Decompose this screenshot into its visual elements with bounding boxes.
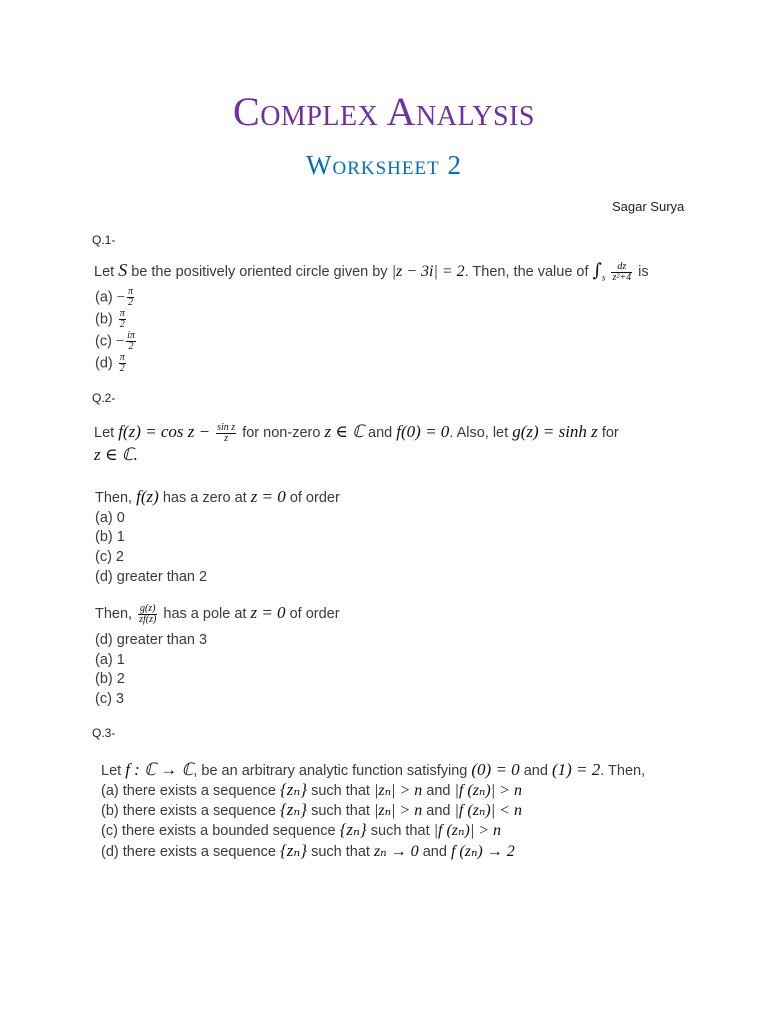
q1-circle-condition: |z − 3i| = 2 [391, 263, 465, 280]
fraction-num: sin z [217, 421, 236, 433]
option-text: (a) there exists a sequence [101, 783, 276, 799]
q2-stem-text-3: and [368, 425, 393, 441]
option-text: such that [311, 844, 370, 860]
part-z0: z = 0 [250, 603, 286, 622]
q3-stem-text-1: Let [101, 763, 122, 779]
question-1-stem [94, 260, 649, 283]
q2b-option: (d) greater than 3 [95, 632, 208, 648]
q2b-option: (c) 3 [95, 691, 124, 707]
q3-f-map: f : ℂ → ℂ [125, 760, 194, 779]
q2a-option: (a) 0 [95, 510, 125, 526]
q1-option-b [95, 309, 128, 330]
option-tag: (b) [95, 311, 113, 328]
option-fraction [126, 331, 136, 352]
part-tail: of order [289, 606, 340, 622]
q3-option-d [101, 841, 515, 861]
q2-stem-text-1: Let [94, 425, 115, 441]
option-text: and [422, 844, 447, 860]
q3-stem-text-2: , be an arbitrary analytic function satisfying [193, 763, 468, 779]
q2-stem-text-2: for non-zero [242, 425, 321, 441]
q3-condition-1: (0) = 0 [471, 760, 520, 779]
q1-stem-text-4: is [638, 264, 649, 280]
question-3-label: Q.3- [92, 726, 116, 740]
option-math: |f (zₙ)| > n [433, 822, 502, 839]
option-math: |f (zₙ)| < n [454, 802, 522, 819]
fraction-den: 2 [119, 363, 125, 374]
q2-part-a-stem [95, 487, 340, 507]
option-math: |zₙ| > n [373, 782, 423, 799]
fraction-num: iπ [127, 330, 135, 341]
part-mid: has a zero at [162, 490, 247, 506]
option-fraction [127, 287, 134, 308]
q2a-option: (b) 1 [95, 529, 125, 545]
q3-option-a [101, 780, 522, 800]
q2-f-definition: f(z) = cos z − [118, 422, 211, 441]
option-text: (c) there exists a bounded sequence [101, 823, 336, 839]
q2b-option: (a) 1 [95, 652, 125, 668]
q1-integrand [611, 262, 632, 283]
q3-option-b [101, 800, 522, 820]
fraction-num: π [127, 286, 133, 297]
q2-stem-text-4: . Also, let [449, 425, 509, 441]
part-lead: Then, [95, 606, 133, 622]
q1-integrand-num: dz [611, 262, 632, 273]
option-math: {zₙ} [339, 820, 367, 839]
q1-set-s: S [118, 260, 128, 280]
question-2-stem [94, 422, 619, 444]
option-math: f (zₙ) → 2 [450, 843, 515, 860]
fraction-num: g(z) [139, 602, 156, 614]
option-tag: (d) [95, 355, 113, 372]
option-math: {zₙ} [279, 800, 308, 819]
fraction-den: z [224, 432, 229, 444]
fraction-den: 2 [119, 319, 125, 330]
question-3-stem [101, 760, 645, 780]
q2b-option: (b) 2 [95, 671, 125, 687]
fraction-num: π [119, 352, 125, 363]
option-text: (b) there exists a sequence [101, 803, 276, 819]
q2-sinz-over-z [216, 423, 236, 444]
q2a-option: (c) 2 [95, 549, 124, 565]
q2-g-definition: g(z) = sinh z [512, 422, 598, 441]
q3-stem-text-3: and [523, 763, 548, 779]
q1-option-c [95, 331, 138, 352]
part-mid: has a pole at [163, 606, 247, 622]
fraction-den: 2 [128, 341, 134, 352]
option-text: such that [311, 783, 370, 799]
q3-stem-text-4: . Then, [600, 763, 646, 779]
option-math: {zₙ} [279, 780, 308, 799]
part-tail: of order [289, 490, 340, 506]
q1-stem-text-1: Let [94, 264, 115, 280]
q2-stem-line-2 [94, 445, 138, 465]
author-name: Sagar Surya [612, 199, 685, 214]
part-lead: Then, [95, 490, 133, 506]
q1-option-d [95, 353, 128, 374]
q3-condition-2: (1) = 2 [551, 760, 601, 779]
option-math: |zₙ| > n [373, 802, 423, 819]
part-fz: f(z) [136, 487, 159, 506]
question-1-label: Q.1- [92, 233, 116, 247]
option-text: such that [311, 803, 370, 819]
option-math: zₙ → 0 [373, 843, 419, 860]
q2-g-over-zf [138, 604, 157, 625]
option-sign: − [115, 333, 125, 350]
fraction-den: 2 [127, 297, 133, 308]
option-math: {zₙ} [279, 841, 308, 860]
q2-stem-text-5: for [601, 425, 619, 441]
option-tag: (a) [95, 289, 113, 306]
option-text: and [426, 783, 451, 799]
q2-z-in-c: z ∈ ℂ [324, 422, 365, 441]
q3-option-c [101, 820, 501, 840]
option-text: and [426, 803, 451, 819]
option-text: (d) there exists a sequence [101, 844, 276, 860]
q1-stem-text-3: . Then, the value of [464, 264, 589, 280]
q1-option-a [95, 287, 136, 308]
q2a-option: (d) greater than 2 [95, 569, 208, 585]
part-z0: z = 0 [250, 487, 286, 506]
option-fraction [119, 309, 126, 330]
option-fraction [119, 353, 126, 374]
page-title: Complex Analysis [233, 89, 535, 134]
q1-stem-text-2: be the positively oriented circle given by [131, 264, 388, 280]
integral-sign-icon: $\int_s$ [592, 260, 606, 283]
q1-integrand-den: z²+4 [612, 271, 632, 283]
question-2-label: Q.2- [92, 391, 116, 405]
fraction-den: zf(z) [139, 613, 157, 625]
option-sign: − [116, 289, 125, 306]
q2-part-b-stem [95, 603, 340, 625]
option-tag: (c) [95, 333, 112, 350]
q2-z-in-c-end: z ∈ ℂ. [94, 445, 138, 464]
q2-f-zero: f(0) = 0 [396, 422, 450, 441]
option-text: such that [370, 823, 430, 839]
option-math: |f (zₙ)| > n [454, 782, 522, 799]
fraction-num: π [119, 308, 125, 319]
page-subtitle: Worksheet 2 [306, 150, 462, 180]
